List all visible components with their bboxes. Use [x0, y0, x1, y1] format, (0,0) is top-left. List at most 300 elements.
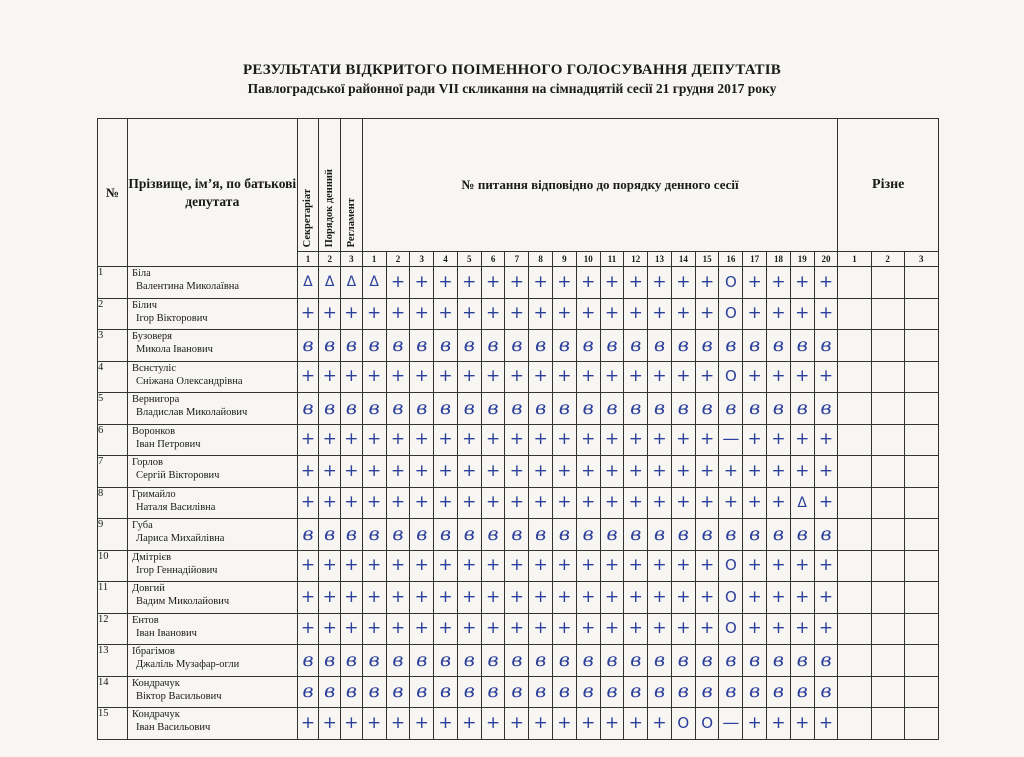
vote-mark: +	[553, 267, 577, 299]
vote-mark: +	[297, 550, 319, 582]
deputy-given-names: Лариса Михайлівна	[135, 533, 225, 544]
column-number: 11	[600, 252, 624, 267]
vote-mark: в	[790, 519, 814, 551]
vote-mark: +	[743, 613, 767, 645]
table-row	[98, 519, 939, 551]
vote-mark: в	[386, 645, 410, 677]
vote-mark: в	[457, 676, 481, 708]
vote-mark: +	[457, 487, 481, 519]
vote-mark: в	[319, 519, 341, 551]
vote-mark: +	[814, 267, 838, 299]
vote-mark: в	[790, 393, 814, 425]
vote-mark: +	[767, 708, 791, 740]
misc-vote-cell	[904, 424, 938, 456]
vote-mark: в	[410, 393, 434, 425]
vote-mark: в	[743, 393, 767, 425]
vote-mark: +	[319, 550, 341, 582]
vote-mark: +	[319, 456, 341, 488]
vote-mark: +	[790, 361, 814, 393]
vote-mark: +	[814, 487, 838, 519]
vote-mark: в	[648, 519, 672, 551]
column-number: 5	[457, 252, 481, 267]
vote-mark: в	[743, 676, 767, 708]
vote-mark: +	[410, 487, 434, 519]
vote-mark: +	[743, 267, 767, 299]
vote-mark: +	[576, 613, 600, 645]
misc-vote-cell	[871, 424, 904, 456]
vote-mark: в	[457, 330, 481, 362]
column-number: 2	[871, 252, 904, 267]
vote-mark: +	[600, 298, 624, 330]
vote-mark: +	[434, 424, 458, 456]
vote-mark: в	[814, 330, 838, 362]
vote-mark: в	[529, 393, 553, 425]
deputy-given-names: Ігор Вікторович	[135, 312, 208, 324]
vote-mark: +	[624, 487, 648, 519]
vote-mark: в	[767, 676, 791, 708]
misc-vote-cell	[871, 393, 904, 425]
vote-mark: +	[341, 361, 363, 393]
vote-mark: +	[505, 613, 529, 645]
vote-mark: в	[481, 645, 505, 677]
vote-mark: в	[814, 519, 838, 551]
vote-mark: +	[297, 424, 319, 456]
vote-mark: +	[362, 582, 386, 614]
vote-mark: +	[434, 613, 458, 645]
column-header-number: №	[98, 119, 128, 267]
vote-mark: O	[719, 582, 743, 614]
vote-mark: +	[600, 550, 624, 582]
column-number: 15	[695, 252, 719, 267]
vote-mark: +	[576, 582, 600, 614]
vote-mark: в	[529, 330, 553, 362]
row-number: 4	[98, 361, 128, 393]
vote-mark: +	[648, 487, 672, 519]
vote-mark: +	[553, 298, 577, 330]
vote-mark: +	[743, 456, 767, 488]
row-number: 12	[98, 613, 128, 645]
misc-vote-cell	[904, 519, 938, 551]
vote-mark: в	[362, 519, 386, 551]
vote-mark: +	[743, 708, 767, 740]
column-header-secretariat	[297, 119, 319, 252]
deputy-surname: Кондрачук	[131, 677, 180, 689]
vote-mark: в	[505, 393, 529, 425]
table-row	[98, 708, 939, 740]
vote-mark: +	[386, 582, 410, 614]
deputy-given-names: Сніжана Олександрівна	[135, 375, 243, 387]
misc-vote-cell	[871, 676, 904, 708]
deputy-name	[127, 267, 297, 299]
deputy-name	[127, 550, 297, 582]
misc-vote-cell	[904, 676, 938, 708]
vote-mark: +	[695, 613, 719, 645]
vote-mark: +	[553, 613, 577, 645]
vote-mark: в	[297, 645, 319, 677]
vote-mark: +	[767, 582, 791, 614]
vote-mark: +	[529, 708, 553, 740]
misc-vote-cell	[904, 330, 938, 362]
vote-mark: +	[743, 298, 767, 330]
deputy-name	[127, 298, 297, 330]
vote-mark: +	[553, 550, 577, 582]
vote-mark: +	[576, 361, 600, 393]
vote-mark: в	[600, 330, 624, 362]
vote-mark: +	[648, 456, 672, 488]
column-number: 1	[838, 252, 871, 267]
misc-vote-cell	[904, 267, 938, 299]
deputy-surname: Білич	[131, 299, 158, 311]
vote-mark: в	[648, 645, 672, 677]
vote-mark: +	[457, 550, 481, 582]
deputy-surname: Бузоверя	[131, 331, 172, 342]
vote-mark: +	[410, 550, 434, 582]
vote-mark: O	[719, 361, 743, 393]
vote-mark: в	[319, 330, 341, 362]
vote-mark: в	[767, 330, 791, 362]
header-row	[98, 119, 939, 252]
vote-mark: в	[505, 676, 529, 708]
row-number: 10	[98, 550, 128, 582]
vote-mark: в	[553, 519, 577, 551]
vote-mark: +	[481, 298, 505, 330]
column-number: 7	[505, 252, 529, 267]
misc-vote-cell	[838, 519, 871, 551]
vote-mark: +	[790, 550, 814, 582]
agenda-order-label: Порядок денний	[324, 168, 336, 247]
vote-mark: +	[767, 267, 791, 299]
misc-vote-cell	[838, 267, 871, 299]
vote-mark: +	[410, 456, 434, 488]
deputy-name	[127, 676, 297, 708]
vote-mark: +	[457, 361, 481, 393]
vote-mark: +	[553, 708, 577, 740]
vote-mark: в	[362, 676, 386, 708]
vote-mark: +	[814, 613, 838, 645]
column-number: 16	[719, 252, 743, 267]
vote-mark: +	[341, 708, 363, 740]
vote-mark: +	[529, 298, 553, 330]
vote-mark: +	[505, 298, 529, 330]
vote-mark: +	[410, 298, 434, 330]
vote-mark: в	[790, 330, 814, 362]
row-number: 3	[98, 330, 128, 362]
column-header-agenda-order	[319, 119, 341, 252]
vote-mark: +	[624, 582, 648, 614]
vote-mark: +	[576, 708, 600, 740]
vote-mark: +	[576, 298, 600, 330]
vote-mark: Δ	[341, 267, 363, 299]
vote-mark: +	[790, 267, 814, 299]
column-number: 2	[386, 252, 410, 267]
misc-vote-cell	[871, 361, 904, 393]
vote-mark: +	[600, 267, 624, 299]
table-row	[98, 267, 939, 299]
vote-mark: +	[434, 487, 458, 519]
vote-mark: +	[410, 613, 434, 645]
deputy-surname: Ібрагімов	[131, 646, 175, 657]
vote-mark: в	[341, 330, 363, 362]
vote-mark: +	[695, 267, 719, 299]
vote-mark: в	[671, 330, 695, 362]
vote-mark: +	[624, 424, 648, 456]
deputy-name	[127, 330, 297, 362]
vote-mark: +	[671, 582, 695, 614]
vote-mark: +	[362, 456, 386, 488]
column-number: 1	[297, 252, 319, 267]
vote-mark: в	[767, 645, 791, 677]
vote-mark: +	[576, 456, 600, 488]
misc-vote-cell	[904, 298, 938, 330]
vote-mark: в	[297, 519, 319, 551]
vote-mark: +	[790, 613, 814, 645]
vote-mark: в	[790, 645, 814, 677]
vote-mark: в	[719, 645, 743, 677]
deputy-surname: Кондрачук	[131, 709, 180, 720]
vote-mark: +	[410, 424, 434, 456]
vote-mark: +	[297, 487, 319, 519]
vote-mark: +	[505, 708, 529, 740]
vote-mark: +	[410, 708, 434, 740]
vote-mark: +	[600, 361, 624, 393]
column-header-name	[127, 119, 297, 267]
table-row	[98, 330, 939, 362]
vote-mark: в	[341, 519, 363, 551]
misc-vote-cell	[904, 361, 938, 393]
vote-mark: +	[767, 298, 791, 330]
column-number: 20	[814, 252, 838, 267]
vote-mark: +	[505, 456, 529, 488]
vote-mark: в	[576, 330, 600, 362]
column-number: 1	[362, 252, 386, 267]
vote-mark: +	[386, 613, 410, 645]
vote-mark: +	[297, 361, 319, 393]
vote-mark: +	[410, 361, 434, 393]
vote-mark: +	[386, 361, 410, 393]
misc-vote-cell	[871, 487, 904, 519]
vote-mark: O	[719, 550, 743, 582]
deputies-body	[98, 267, 939, 740]
vote-mark: +	[790, 708, 814, 740]
vote-mark: в	[434, 676, 458, 708]
vote-mark: +	[743, 424, 767, 456]
misc-vote-cell	[838, 582, 871, 614]
vote-mark: +	[767, 361, 791, 393]
vote-mark: +	[362, 424, 386, 456]
misc-vote-cell	[838, 487, 871, 519]
vote-mark: +	[671, 456, 695, 488]
vote-mark: +	[434, 708, 458, 740]
vote-mark: +	[695, 424, 719, 456]
vote-mark: +	[624, 613, 648, 645]
row-number: 9	[98, 519, 128, 551]
vote-mark: в	[481, 676, 505, 708]
row-number: 14	[98, 676, 128, 708]
deputy-given-names: Ігор Геннадійович	[135, 564, 218, 576]
deputy-name	[127, 708, 297, 740]
table-row	[98, 613, 939, 645]
row-number: 5	[98, 393, 128, 425]
column-number: 9	[553, 252, 577, 267]
vote-mark: +	[624, 708, 648, 740]
vote-mark: в	[529, 645, 553, 677]
vote-mark: +	[481, 424, 505, 456]
vote-mark: +	[362, 550, 386, 582]
vote-mark: +	[576, 424, 600, 456]
vote-mark: +	[341, 424, 363, 456]
vote-mark: +	[576, 487, 600, 519]
document-title: РЕЗУЛЬТАТИ ВІДКРИТОГО ПОІМЕННОГО ГОЛОСУВАННЯ ДЕПУТАТІВ	[243, 62, 781, 78]
vote-mark: +	[505, 582, 529, 614]
vote-mark: +	[362, 361, 386, 393]
misc-vote-cell	[871, 267, 904, 299]
vote-mark: +	[481, 267, 505, 299]
row-number: 1	[98, 267, 128, 299]
deputy-surname: Дмітрієв	[131, 551, 172, 563]
vote-mark: в	[434, 393, 458, 425]
vote-mark: в	[695, 519, 719, 551]
vote-mark: в	[719, 519, 743, 551]
vote-mark: +	[481, 582, 505, 614]
misc-vote-cell	[904, 613, 938, 645]
vote-mark: в	[434, 645, 458, 677]
vote-mark: +	[695, 582, 719, 614]
deputy-given-names: Вадим Миколайович	[135, 596, 230, 607]
vote-mark: +	[814, 424, 838, 456]
table-row	[98, 582, 939, 614]
misc-vote-cell	[838, 361, 871, 393]
deputy-name	[127, 582, 297, 614]
vote-mark: в	[576, 645, 600, 677]
vote-mark: +	[743, 550, 767, 582]
vote-mark: +	[576, 550, 600, 582]
vote-mark: +	[553, 456, 577, 488]
vote-mark: +	[362, 708, 386, 740]
row-number: 11	[98, 582, 128, 614]
vote-mark: в	[600, 519, 624, 551]
vote-mark: в	[297, 330, 319, 362]
vote-mark: +	[341, 613, 363, 645]
vote-mark: в	[600, 645, 624, 677]
vote-mark: +	[341, 487, 363, 519]
vote-mark: +	[624, 361, 648, 393]
vote-mark: +	[319, 298, 341, 330]
deputy-name	[127, 361, 297, 393]
vote-mark: +	[297, 708, 319, 740]
vote-mark: в	[719, 393, 743, 425]
vote-mark: +	[814, 456, 838, 488]
column-number: 3	[904, 252, 938, 267]
misc-vote-cell	[838, 424, 871, 456]
column-header-miscellaneous: Різне	[838, 119, 939, 252]
vote-mark: в	[505, 519, 529, 551]
vote-mark: в	[362, 330, 386, 362]
vote-mark: +	[648, 298, 672, 330]
column-number: 10	[576, 252, 600, 267]
vote-mark: +	[671, 361, 695, 393]
vote-mark: Δ	[297, 267, 319, 299]
vote-mark: в	[624, 330, 648, 362]
vote-mark: +	[341, 550, 363, 582]
vote-mark: +	[648, 267, 672, 299]
vote-mark: в	[553, 330, 577, 362]
vote-mark: +	[341, 298, 363, 330]
misc-vote-cell	[871, 298, 904, 330]
vote-mark: в	[624, 393, 648, 425]
misc-vote-cell	[871, 582, 904, 614]
vote-mark: +	[319, 708, 341, 740]
vote-mark: в	[695, 330, 719, 362]
vote-mark: в	[743, 519, 767, 551]
vote-mark: +	[671, 298, 695, 330]
table-row	[98, 393, 939, 425]
vote-mark: +	[648, 582, 672, 614]
vote-mark: в	[671, 393, 695, 425]
deputy-surname: Ентов	[131, 614, 159, 626]
vote-mark: +	[814, 582, 838, 614]
vote-mark: +	[719, 487, 743, 519]
vote-mark: +	[719, 456, 743, 488]
vote-mark: +	[529, 613, 553, 645]
vote-mark: +	[341, 582, 363, 614]
column-number: 8	[529, 252, 553, 267]
vote-mark: +	[529, 487, 553, 519]
deputy-given-names: Наталя Василівна	[135, 501, 216, 513]
vote-mark: в	[671, 519, 695, 551]
vote-mark: +	[624, 456, 648, 488]
deputy-name	[127, 424, 297, 456]
column-number: 18	[767, 252, 791, 267]
table-row	[98, 424, 939, 456]
vote-mark: +	[386, 267, 410, 299]
vote-mark: в	[386, 519, 410, 551]
misc-vote-cell	[904, 645, 938, 677]
vote-mark: в	[648, 676, 672, 708]
vote-mark: +	[529, 267, 553, 299]
vote-mark: в	[505, 330, 529, 362]
column-header-name-label: Прізвище, ім’я, по батькові депутата	[128, 175, 297, 209]
vote-mark: +	[767, 613, 791, 645]
vote-mark: +	[695, 550, 719, 582]
deputy-name	[127, 613, 297, 645]
vote-mark: +	[505, 267, 529, 299]
deputy-surname: Гримайло	[131, 488, 176, 500]
vote-mark: в	[576, 676, 600, 708]
vote-mark: в	[767, 519, 791, 551]
vote-mark: +	[505, 550, 529, 582]
vote-mark: +	[386, 456, 410, 488]
vote-mark: в	[386, 393, 410, 425]
vote-mark: +	[600, 613, 624, 645]
vote-mark: +	[457, 267, 481, 299]
vote-mark: в	[600, 393, 624, 425]
vote-mark: +	[434, 550, 458, 582]
vote-mark: в	[671, 645, 695, 677]
vote-mark: в	[410, 676, 434, 708]
vote-mark: +	[434, 298, 458, 330]
misc-vote-cell	[904, 708, 938, 740]
vote-mark: в	[457, 393, 481, 425]
vote-mark: +	[434, 267, 458, 299]
vote-mark: в	[671, 676, 695, 708]
misc-vote-cell	[904, 582, 938, 614]
vote-mark: O	[695, 708, 719, 740]
deputy-surname: Вснстуліс	[131, 362, 176, 374]
vote-mark: +	[457, 613, 481, 645]
vote-mark: —	[719, 708, 743, 740]
vote-mark: +	[695, 487, 719, 519]
regulations-label: Регламент	[345, 197, 357, 247]
